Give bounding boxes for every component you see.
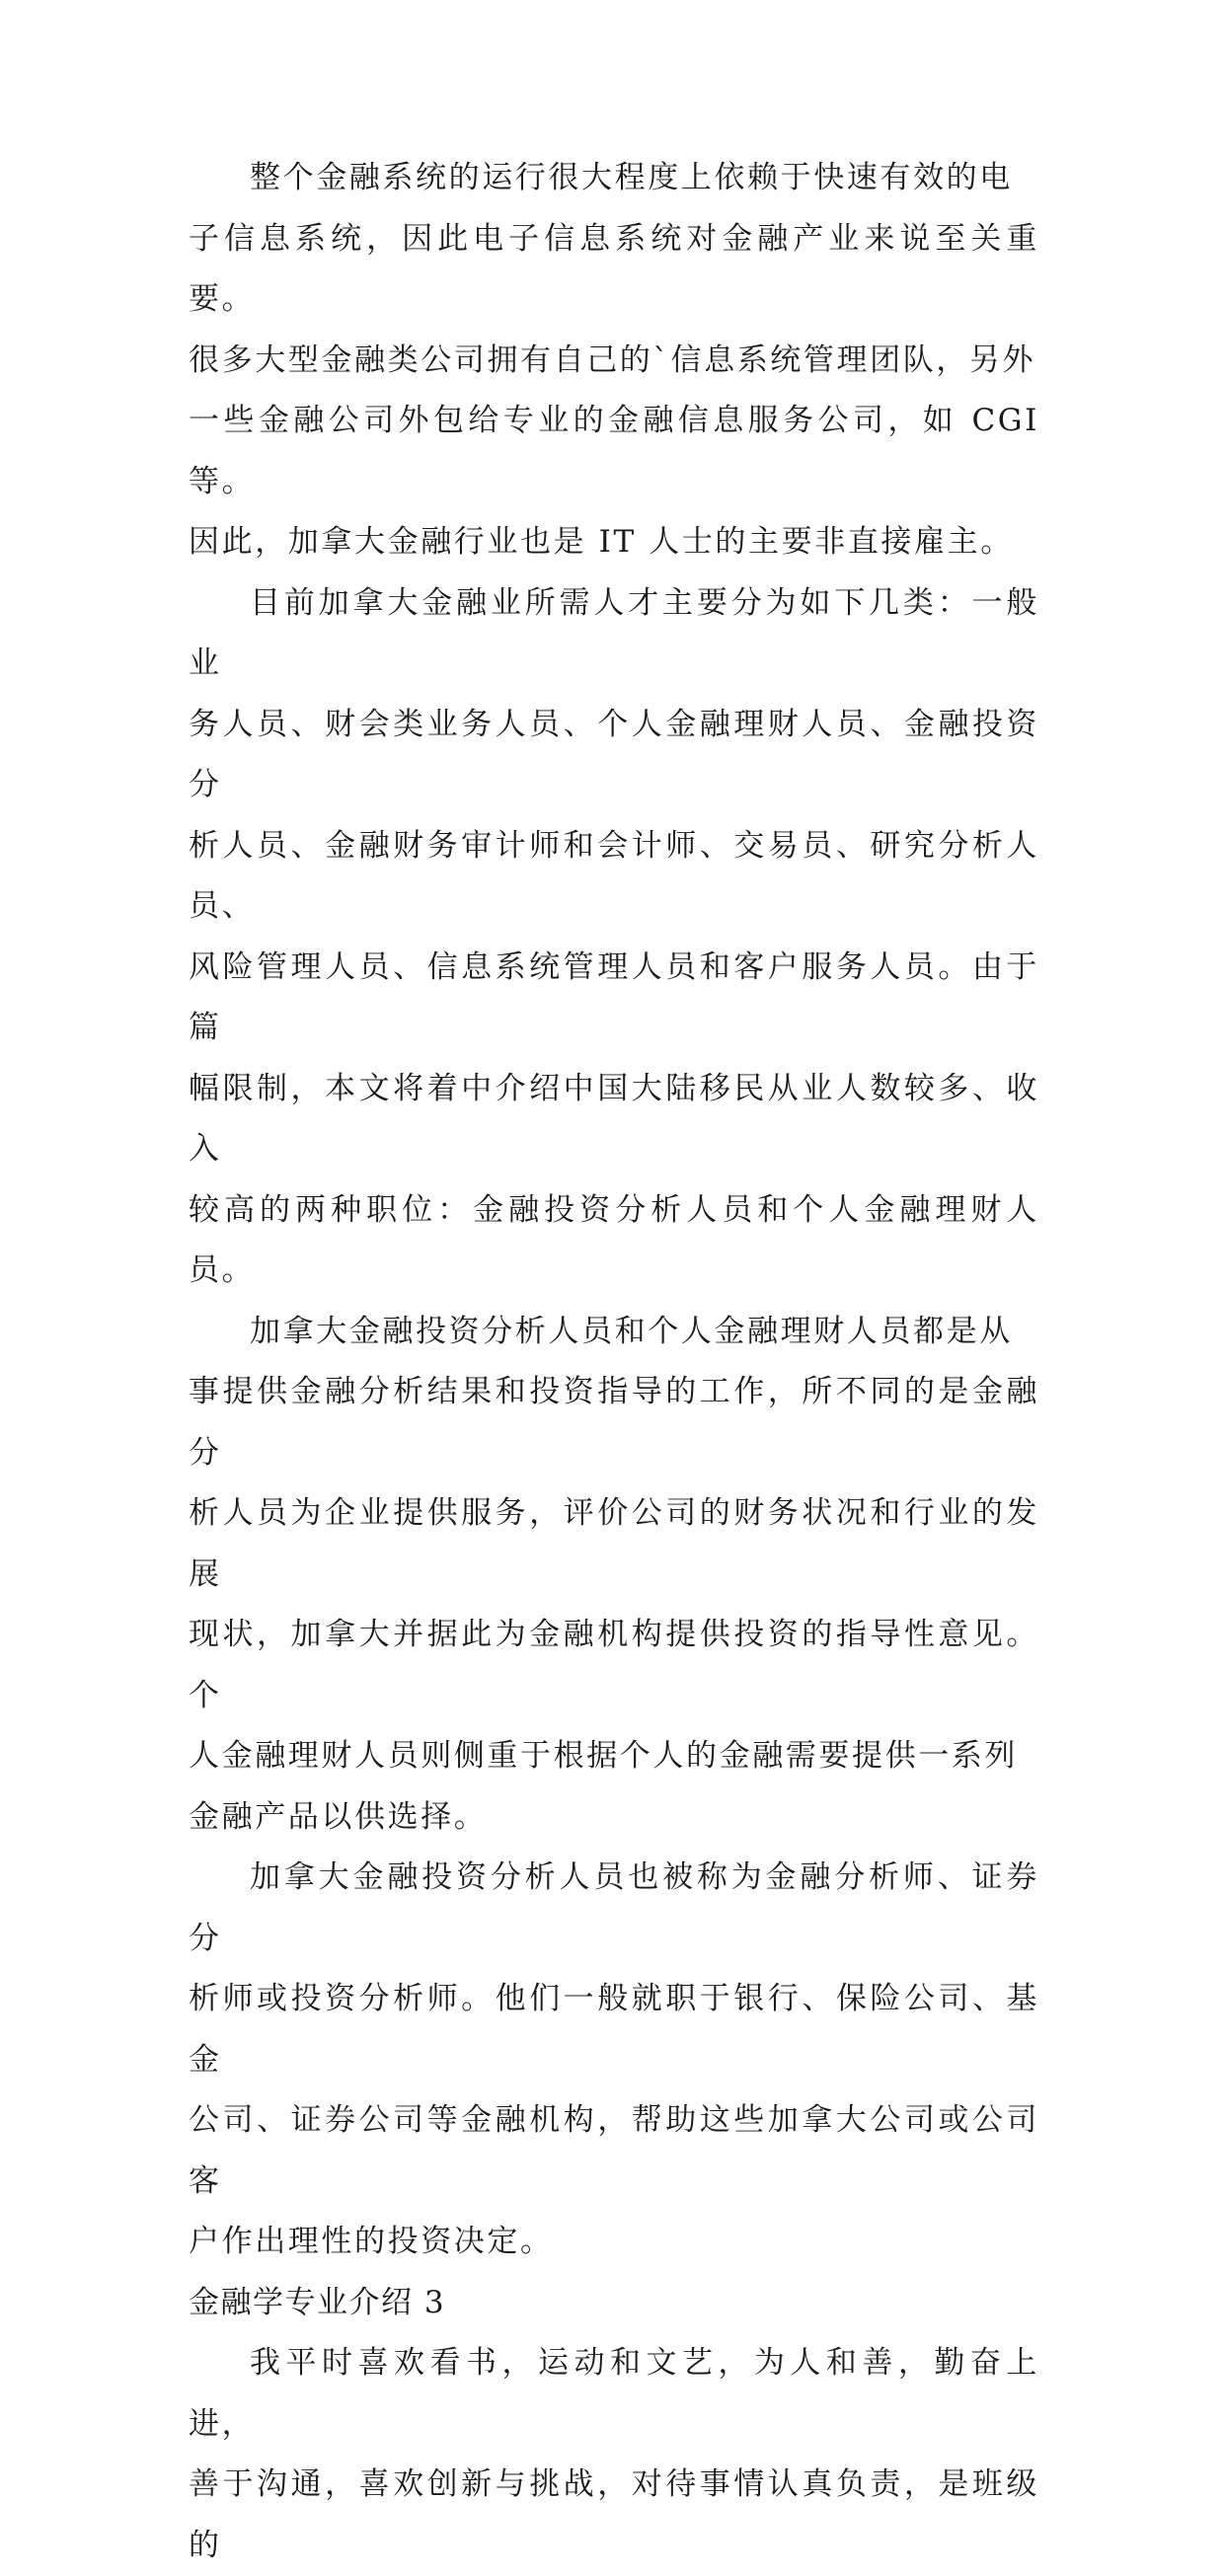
paragraph-investment-analyst: 加拿大金融投资分析人员也被称为金融分析师、证券分 析师或投资分析师。他们一般就职于银行、保险公司、基金 公司、证券公司等金融机构，帮助这些加拿大公司或公司客 户作出理性的投资决定。 — [189, 1859, 1039, 2259]
section-heading: 金融学专业介绍 3 — [189, 2284, 446, 2320]
paragraph-self-introduction: 我平时喜欢看书，运动和文艺，为人和善，勤奋上进， 善于沟通，喜欢创新与挑战，对待事情认真负责，是班级的 — [189, 2345, 1039, 2563]
paragraph-talent-categories: 目前加拿大金融业所需人才主要分为如下几类：一般业 务人员、财会类业务人员、个人金融理财人员、金融投资分 析人员、金融财务审计师和会计师、交易员、研究分析人员、 风险管理人员、信息系统管理人员和客户服务人员。由于篇 幅限制，本文将着中介绍中国大陆移民从业人数较多、收入 较高的两种职位：金融投资分析人员和个人金融理财人员。 — [189, 584, 1039, 1288]
document-body — [189, 148, 1039, 2576]
paragraph-analyst-vs-planner: 加拿大金融投资分析人员和个人金融理财人员都是从 事提供金融分析结果和投资指导的工作，所不同的是金融分 析人员为企业提供服务，评价公司的财务状况和行业的发展 现状，加拿大并据此为金融机构提供投资的指导性意见。个 人金融理财人员则侧重于根据个人的金融需要提供一系列 金融产品以供选择。 — [189, 1313, 1039, 1835]
paragraph-financial-it-systems: 整个金融系统的运行很大程度上依赖于快速有效的电 子信息系统，因此电子信息系统对金融产业来说至关重要。 很多大型金融类公司拥有自己的`信息系统管理团队，另外 一些金融公司外包给专业的金融信息服务公司，如 CGI 等。 因此，加拿大金融行业也是 IT 人士的主要非直接雇主。 — [189, 160, 1039, 560]
